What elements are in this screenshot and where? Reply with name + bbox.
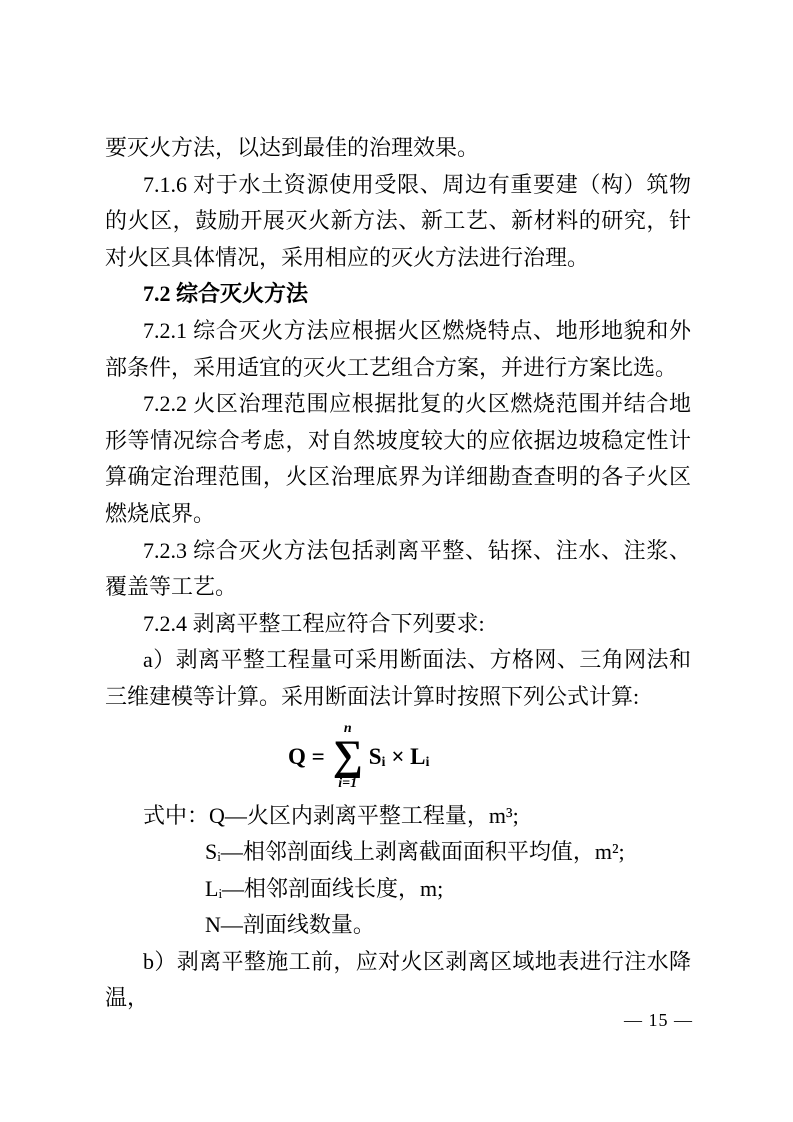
where-line-l: Lᵢ—相邻剖面线长度，m;	[205, 875, 444, 901]
paragraph-7-1-6: 7.1.6 对于水土资源使用受限、周边有重要建（构）筑物的火区，鼓励开展灭火新方法、新工艺、新材料的研究，针对火区具体情况，采用相应的灭火方法进行治理。	[105, 171, 691, 270]
summation-symbol	[333, 721, 363, 792]
where-line-q: 式中：Q—火区内剥离平整工程量，m³;	[143, 802, 519, 828]
where-line-s: Sᵢ—相邻剖面线上剥离截面面积平均值，m²;	[205, 839, 625, 865]
sigma-icon: ∑	[332, 732, 363, 779]
formula-volume-equation	[288, 720, 691, 794]
formula-rhs: Sᵢ × Lᵢ	[368, 744, 430, 769]
paragraph-7-2-3: 7.2.3 综合灭火方法包括剥离平整、钻探、注水、注浆、覆盖等工艺。	[105, 537, 691, 600]
list-item-b: b）剥离平整施工前，应对火区剥离区域地表进行注水降温，	[105, 948, 691, 1011]
paragraph-7-2-2: 7.2.2 火区治理范围应根据批复的火区燃烧范围并结合地形等情况综合考虑，对自然坡度较大的应依据边坡稳定性计算确定治理范围，火区治理底界为详细勘查查明的各子火区燃烧底界。	[105, 391, 691, 526]
formula-lhs: Q =	[288, 744, 325, 769]
paragraph-7-2-4: 7.2.4 剥离平整工程应符合下列要求:	[143, 610, 485, 636]
paragraph-continuation: 要灭火方法，以达到最佳的治理效果。	[105, 135, 480, 160]
page-number: — 15 —	[624, 1010, 693, 1030]
paragraph-7-2-1: 7.2.1 综合灭火方法应根据火区燃烧特点、地形地貌和外部条件，采用适宜的灭火工艺组合方案，并进行方案比选。	[105, 317, 691, 380]
summation-upper-limit: n	[343, 721, 352, 737]
where-line-n: N—剖面线数量。	[205, 912, 375, 938]
section-heading-7-2: 7.2 综合灭火方法	[143, 281, 309, 307]
summation-lower-limit: i=1	[338, 776, 358, 792]
where-clause	[105, 798, 691, 944]
document-content	[105, 130, 691, 1017]
list-item-a: a）剥离平整工程量可采用断面法、方格网、三角网法和三维建模等计算。采用断面法计算时按照下列公式计算:	[105, 647, 691, 709]
